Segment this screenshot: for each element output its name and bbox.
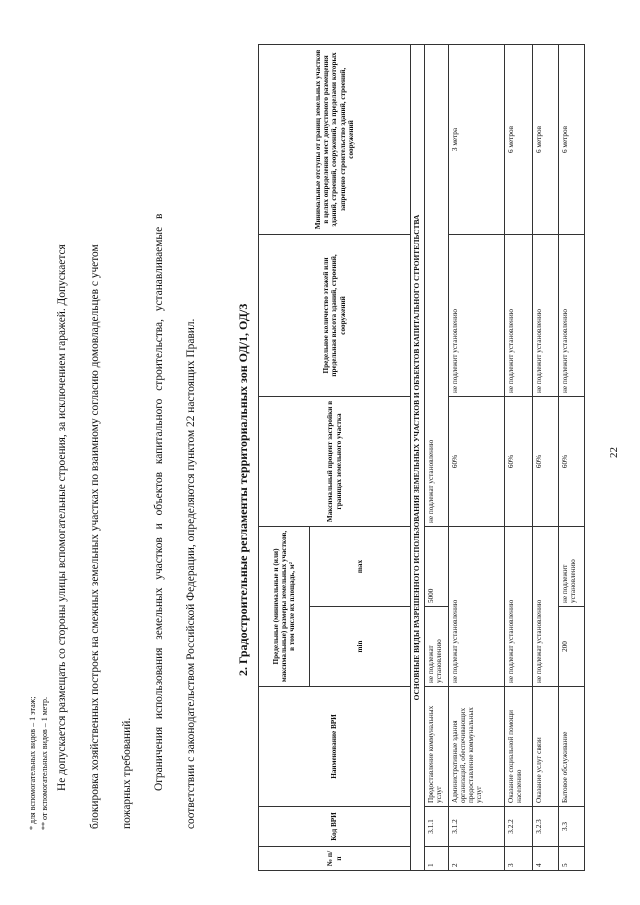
table-row (504, 44, 532, 870)
cell-min-max: не подлежат установлению (448, 526, 504, 686)
paragraph-1-line-1: Не допускается размещать со стороны улицы вспомогательные строения, за исключением гаражей. Допускается (56, 244, 68, 791)
table-row (448, 44, 504, 870)
cell-name: Предоставление коммунальных услуг (424, 687, 448, 807)
header-floors: Предельное количество этажей или предельная высота зданий, строений, сооружений (259, 234, 411, 396)
cell-num: 4 (532, 847, 558, 871)
cell-min: не подлежат установлению (424, 607, 448, 687)
header-num: № п/п (259, 847, 411, 871)
footnote-2: ** от вспомогательных видов – 1 метр. (40, 697, 49, 830)
header-area: Предельные (минимальные и (или) максимальные) размеры земельных участков, в том числе их площадь, м² (259, 526, 310, 686)
cell-setback: 6 метров (504, 44, 532, 234)
header-percent: Максимальный процент застройки в границах земельного участка (259, 396, 411, 526)
cell-num: 5 (558, 847, 584, 871)
header-max: max (310, 526, 411, 606)
cell-min-max: не подлежат установлению (532, 526, 558, 686)
regulations-table (258, 44, 585, 871)
section-title: ОСНОВНЫЕ ВИДЫ РАЗРЕШЕННОГО ИСПОЛЬЗОВАНИЯ ЗЕМЕЛЬНЫХ УЧАСТКОВ И ОБЪЕКТОВ КАПИТАЛЬНОГО СТРОИТЕЛЬСТВА (411, 44, 425, 870)
header-name: Наименование ВРИ (259, 687, 411, 807)
header-code: Код ВРИ (259, 807, 411, 847)
paragraph-1-line-2: блокировка хозяйственных построек на смежных земельных участках по взаимному согласию домовладельцев с учетом (89, 244, 101, 829)
cell-num: 2 (448, 847, 504, 871)
header-setback: Минимальные отступы от границ земельных участков в целях определения мест допустимого размещения зданий, строений, сооружений, за пределами которых запрещено строительство зданий, строений, сооружений (259, 44, 411, 234)
paragraph-2-line-1: Ограничения использования земельных участков и объектов капитального строительства, устанавливаемые в (153, 213, 165, 791)
table-row (558, 44, 584, 870)
cell-name: Административные здания организаций, обеспечивающих предоставление коммунальных услуг (448, 687, 504, 807)
table-header-row (259, 44, 310, 870)
cell-setback: 6 метров (532, 44, 558, 234)
cell-num: 1 (424, 847, 448, 871)
cell-name: Оказание социальной помощи населению (504, 687, 532, 807)
paragraph-1-line-3: пожарных требований. (121, 717, 133, 829)
table-row (532, 44, 558, 870)
cell-code: 3.2.2 (504, 807, 532, 847)
cell-name: Бытовое обслуживание (558, 687, 584, 807)
cell-code: 3.3 (558, 807, 584, 847)
table-row (424, 44, 448, 870)
cell-num: 3 (504, 847, 532, 871)
cell-percent: 60% (448, 396, 504, 526)
cell-code: 3.1.1 (424, 807, 448, 847)
cell-setback: 3 метра (448, 44, 504, 234)
cell-setback: 6 метров (558, 44, 584, 234)
cell-floors: не подлежит установлению (504, 234, 532, 396)
cell-min: 200 (558, 607, 584, 687)
cell-floors: не подлежит установлению (448, 234, 504, 396)
footnote-1: * для вспомогательных видов – 1 этаж; (28, 696, 37, 830)
table-section-row (411, 44, 425, 870)
cell-percent: 60% (558, 396, 584, 526)
cell-percent: не подлежат установлению (424, 44, 448, 526)
cell-floors: не подлежит установлению (532, 234, 558, 396)
cell-min-max: не подлежат установлению (504, 526, 532, 686)
cell-code: 3.2.3 (532, 807, 558, 847)
cell-max: не подлежит установлению (558, 526, 584, 606)
header-min: min (310, 607, 411, 687)
cell-percent: 60% (532, 396, 558, 526)
cell-max: 5000 (424, 526, 448, 606)
cell-code: 3.1.2 (448, 807, 504, 847)
page-number: 22 (608, 447, 620, 458)
cell-name: Оказание услуг связи (532, 687, 558, 807)
cell-floors: не подлежит установлению (558, 234, 584, 396)
cell-percent: 60% (504, 396, 532, 526)
paragraph-2-line-2: соответствии с законодательством Российской Федерации, определяются пунктом 22 настоящих Правил. (185, 318, 197, 829)
section-heading: 2. Градостроительные регламенты территориальных зон ОД/1, ОД/3 (236, 303, 250, 676)
